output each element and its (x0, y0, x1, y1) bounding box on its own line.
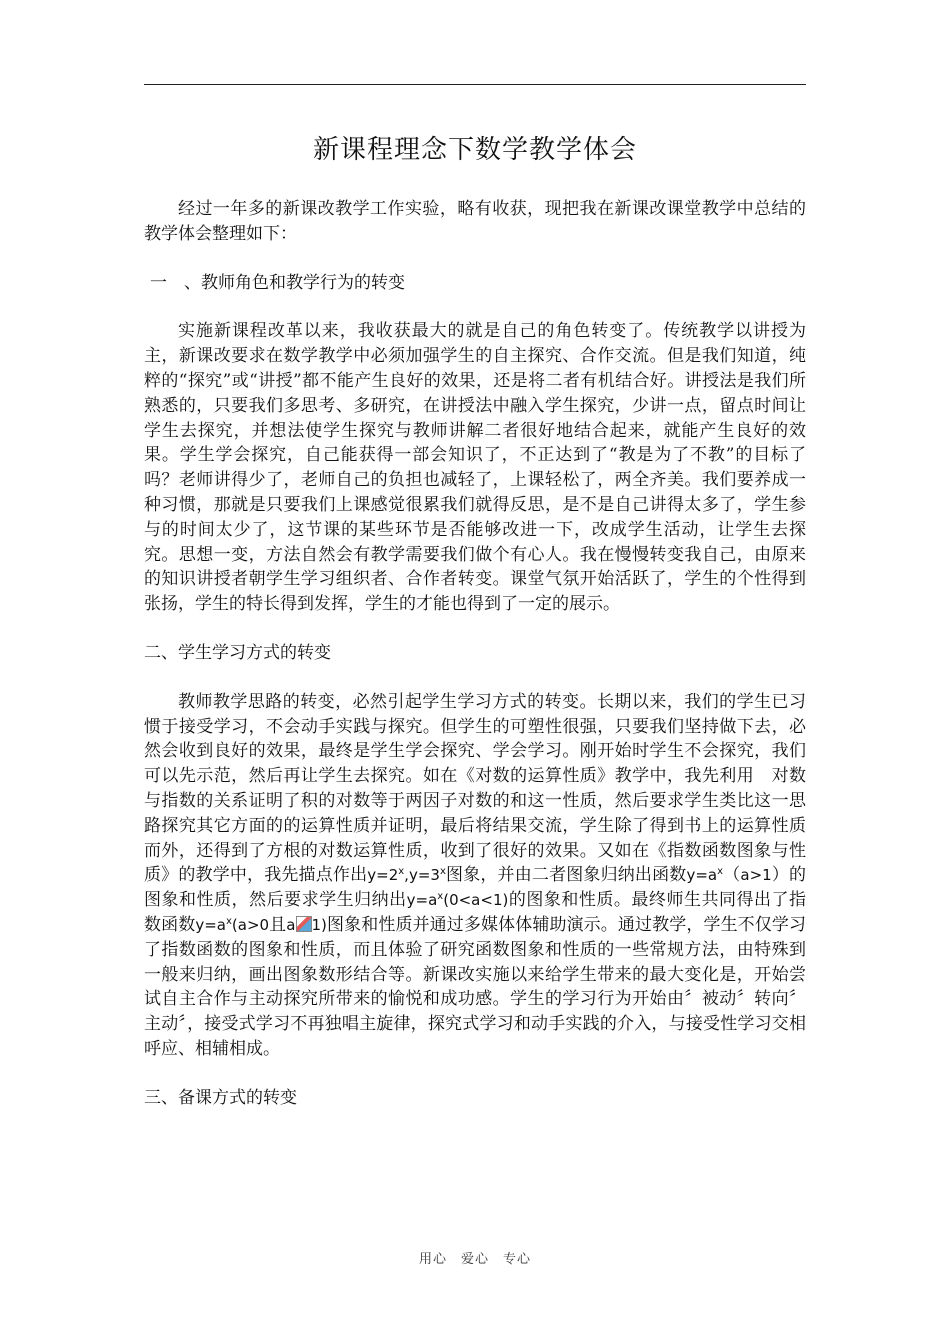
document-body (144, 197, 806, 1135)
section2-text-e: 的图象和性质。最终师生共同得出了指数函数 (144, 890, 807, 935)
formula-yax-3: $y=a^x(a>0$ (195, 915, 270, 934)
formula-yax-2: $y=a^x(0<a<1)$ (406, 891, 509, 910)
formula-yax: $y=a^x$ (686, 866, 724, 885)
section2-paragraph (144, 690, 806, 1062)
section3-heading: 三、备课方式的转变 (144, 1087, 297, 1108)
section1-paragraph: 实施新课程改革以来，我收获最大的就是自己的角色转变了。传统教学以讲授为主，新课改要求在数学教学中必须加强学生的自主探究、合作交流。但是我们知道，纯粹的“探究”或“讲授”都不能产生良好的效果，还是将二者有机结合好。讲授法是我们所熟悉的，只要我们多思考、多研究，在讲授法中融入学生探究，少讲一点，留点时间让学生去探究，并想法使学生探究与教师讲解二者很好地结合起来，就能产生良好的效果。学生学会探究，自己能获得一部会知识了，不正达到了“教是为了不教”的目标了吗？老师讲得少了，老师自己的负担也减轻了，上课轻松了，两全齐美。我们要养成一种习惯，那就是只要我们上课感觉很累我们就得反思，是不是自己讲得太多了，学生参与的时间太少了，这节课的某些环节是否能够改进一下，改成学生活动，让学生去探究。思想一变，方法自然会有教学需要我们做个有心人。我在慢慢转变我自己，由原来的知识讲授者朝学生学习组织者、合作者转变。课堂气氛开始活跃了，学生的个性得到张扬，学生的特长得到发挥，学生的才能也得到了一定的展示。 (144, 321, 806, 615)
section2-text-a: 教师教学思路的转变，必然引起学生学习方式的转变。长期以来，我们的学生已习惯于接受学习，不会动手实践与探究。但学生的可塑性很强，只要我们坚持做下去，必然会收到良好的效果，最终是学生学会探究、学会学习。刚开始时学生不会探究，我们可以先示范，然后再让学生去探究。如在《对数的运算性质》教学中，我先利用 对数与指数的关系证明了积的对数等于两因子对数的和这一性质，然后要求学生类比这一思路探究其它方面的的运算性质并证明，最后将结果交流，学生除了得到书上的运算性质而外，还得到了方根的对数运算性质，收到了很好的效果。又如在《指数函数图象与性质》的教学中，我先描点作出 (144, 691, 806, 886)
formula-y2x: $y=2^x,y=3^x$ (367, 866, 446, 885)
section2-text-d: ）的图象和性质，然后要求学生归纳出 (144, 865, 807, 911)
section2-text-b: 图象，并由二者图象归纳出函数 (445, 865, 687, 886)
formula-a-gt-1: a>1 (740, 866, 772, 885)
document-title: 新课程理念下数学教学体会 (312, 135, 637, 165)
section2-heading: 二、学生学习方式的转变 (144, 642, 331, 663)
section2-text-f: 且 (269, 914, 287, 935)
formula-a-ne-1: a 1) (286, 915, 327, 934)
section1-heading: 一 、教师角色和教学行为的转变 (150, 272, 405, 293)
page-footer: 用心 爱心 专心 (418, 1252, 531, 1267)
intro-paragraph: 经过一年多的新课改教学工作实验，略有收获，现把我在新课改课堂教学中总结的教学体会整理如下： (144, 199, 806, 244)
broken-image-icon (296, 916, 312, 932)
header-rule (144, 84, 806, 85)
section2-text-g: 图象和性质并通过多媒体体辅助演示。通过教学，学生不仅学习了指数函数的图象和性质，而且体验了研究函数图象和性质的一些常规方法，由特殊到一般来归纳，画出图象数形结合等。新课改实施以来给学生带来的最大变化是，开始尝试自主合作与主动探究所带来的愉悦和成功感。学生的学习行为开始由〞被动〞转向〞主动〞，接受式学习不再独唱主旋律，探究式学习和动手实践的介入，与接受性学习交相呼应、相辅相成。 (144, 914, 807, 1059)
section2-text-c: （ (723, 865, 741, 886)
